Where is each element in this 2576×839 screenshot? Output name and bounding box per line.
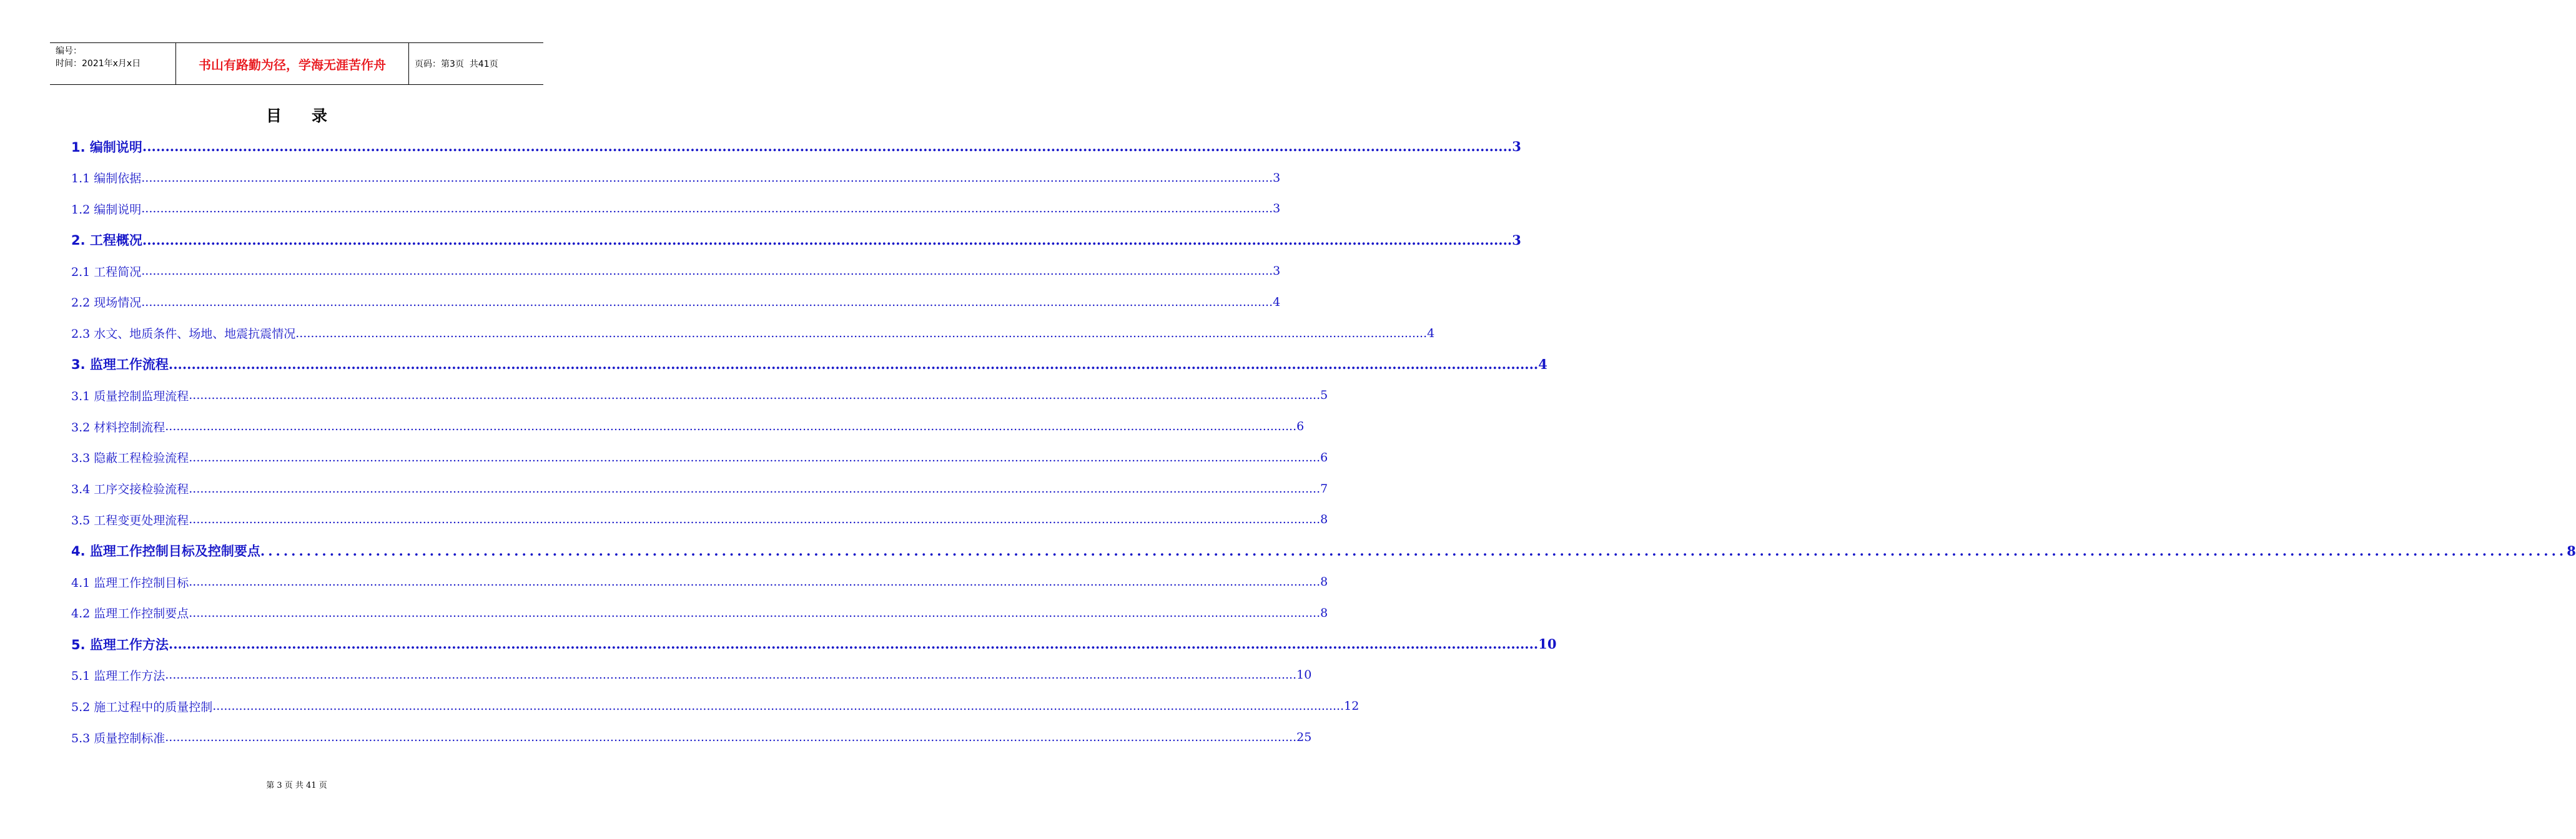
header-motto: 书山有路勤为径，学海无涯苦作舟 <box>176 43 409 84</box>
toc-entry[interactable] <box>71 318 1435 349</box>
toc-entry-page: 5 <box>1320 388 1328 403</box>
toc-entry-label: 3.5 工程变更处理流程 <box>71 513 189 527</box>
toc-entry-label: 3.2 材料控制流程 <box>71 420 165 434</box>
toc-dot-leader: ............................................................................................................................................................................................................................................................................................................ <box>165 419 1297 434</box>
toc-dot-leader: ............................................................................................................................................................................................................................................................................................................ <box>168 636 1539 652</box>
toc-entry-label: 1.1 编制依据 <box>71 172 142 186</box>
toc-entry-page: 3 <box>1273 202 1281 216</box>
toc-entry[interactable] <box>71 660 1312 691</box>
document-header <box>50 42 543 85</box>
header-number-label: 编号： <box>56 46 82 56</box>
toc-dot-leader: ............................................................................................................................................................................................................................................................................................................ <box>212 699 1345 714</box>
toc-entry-page: 8 <box>2567 542 2576 559</box>
toc-dot-leader: ............................................................................................................................................................................................................................................................................................................ <box>189 513 1321 527</box>
toc-entry-page: 10 <box>1538 636 1557 652</box>
toc-entry[interactable] <box>71 411 1305 442</box>
toc-entry-page: 3 <box>1512 139 1521 155</box>
toc-dot-leader: ............................................................................................................................................................................................................................................................................................................ <box>189 575 1321 589</box>
header-meta <box>50 43 176 84</box>
toc-entry-label: 4.2 监理工作控制要点 <box>71 607 189 621</box>
page-title: 目录 <box>265 107 357 125</box>
toc-entry-label: 5.2 施工过程中的质量控制 <box>71 700 213 714</box>
header-page-info-cell <box>409 43 543 84</box>
toc-entry-label: 2.2 现场情况 <box>71 296 142 310</box>
toc-entry-page: 3 <box>1512 232 1521 248</box>
toc-entry-page: 4 <box>1427 326 1435 340</box>
toc-entry-label: 5. 监理工作方法 <box>71 637 169 652</box>
toc-entry-page: 10 <box>1296 668 1312 682</box>
header-time-label: 时间：2021年x月x日 <box>56 59 141 69</box>
toc-entry-label: 3. 监理工作流程 <box>71 357 169 373</box>
toc-entry-label: 2.3 水文、地质条件、场地、地震抗震情况 <box>71 327 296 341</box>
toc-dot-leader: ............................................................................................................................................................................................................................................................................................................ <box>189 606 1321 620</box>
toc-entry-label: 3.4 工序交接检验流程 <box>71 483 189 497</box>
toc-entry[interactable] <box>71 473 1328 504</box>
toc-dot-leader: ............................................................................................................................................................................................................................................................................................................ <box>141 202 1273 216</box>
toc-entry[interactable] <box>71 690 1360 722</box>
toc-dot-leader: ............................................................................................................................................................................................................................................................................................................ <box>142 232 1513 248</box>
toc-dot-leader: ............................................................................................................................................................................................................................................................................................................ <box>168 356 1539 372</box>
toc-entry-page: 6 <box>1296 419 1305 434</box>
toc-entry-page: 8 <box>1320 606 1328 620</box>
toc-entry-page: 3 <box>1273 170 1281 185</box>
toc-entry-label: 3.3 隐蔽工程检验流程 <box>71 451 189 466</box>
toc-entry[interactable] <box>71 131 1521 162</box>
toc-dot-leader: ............................................................................................................................................................................................................................................................................................................ <box>189 450 1321 464</box>
toc-dot-leader: ............................................................................................................................................................................................................................................................................................................ <box>141 170 1273 185</box>
toc-entry-page: 25 <box>1296 730 1312 745</box>
toc-dot-leader: ............................................................................................................................................................................................................................................................................................................ <box>189 388 1321 403</box>
toc-entry-page: 3 <box>1273 264 1281 278</box>
toc-entry[interactable] <box>71 535 2576 566</box>
toc-dot-leader: ............................................................................................................................................................................................................................................................................................................ <box>165 730 1297 745</box>
toc-entry[interactable] <box>71 380 1328 411</box>
toc-entry[interactable] <box>71 504 1328 536</box>
toc-entry-label: 2.1 工程简况 <box>71 265 142 279</box>
toc-entry[interactable] <box>71 597 1328 629</box>
toc-entry-label: 2. 工程概况 <box>71 233 142 248</box>
toc-entry-page: 6 <box>1320 450 1328 464</box>
table-of-contents <box>71 131 2576 753</box>
toc-entry[interactable] <box>71 255 1281 287</box>
toc-entry-label: 4. 监理工作控制目标及控制要点 <box>71 544 260 559</box>
toc-entry-page: 8 <box>1320 575 1328 589</box>
toc-dot-leader: ............................................................................................................................................................................................................................................................................................................ <box>260 542 2567 559</box>
toc-entry[interactable] <box>71 162 1281 194</box>
toc-entry[interactable] <box>71 566 1328 597</box>
toc-dot-leader: ............................................................................................................................................................................................................................................................................................................ <box>189 481 1321 496</box>
toc-dot-leader: ............................................................................................................................................................................................................................................................................................................ <box>165 668 1297 682</box>
toc-entry-label: 5.3 质量控制标准 <box>71 731 165 745</box>
toc-entry[interactable] <box>71 194 1281 225</box>
toc-entry-label: 3.1 质量控制监理流程 <box>71 389 189 403</box>
toc-dot-leader: ............................................................................................................................................................................................................................................................................................................ <box>141 264 1273 278</box>
header-page-info: 页码：第3页 共41页 <box>415 59 498 69</box>
toc-entry-label: 1.2 编制说明 <box>71 202 142 217</box>
toc-entry[interactable] <box>71 722 1312 753</box>
toc-entry[interactable] <box>71 629 1557 660</box>
toc-entry-page: 7 <box>1320 481 1328 496</box>
toc-entry[interactable] <box>71 287 1281 318</box>
toc-entry[interactable] <box>71 442 1328 473</box>
toc-entry-page: 4 <box>1538 356 1547 372</box>
toc-entry-label: 4.1 监理工作控制目标 <box>71 576 189 590</box>
toc-dot-leader: ............................................................................................................................................................................................................................................................................................................ <box>142 139 1513 155</box>
toc-dot-leader: ............................................................................................................................................................................................................................................................................................................ <box>295 326 1428 340</box>
toc-entry-label: 5.1 监理工作方法 <box>71 669 165 683</box>
toc-entry[interactable] <box>71 349 1547 380</box>
toc-dot-leader: ............................................................................................................................................................................................................................................................................................................ <box>141 295 1273 309</box>
toc-entry[interactable] <box>71 224 1521 255</box>
toc-entry-page: 8 <box>1320 513 1328 527</box>
toc-entry-page: 12 <box>1344 699 1360 714</box>
page-footer: 第 3 页 共 41 页 <box>266 781 327 790</box>
toc-entry-page: 4 <box>1273 295 1281 309</box>
toc-entry-label: 1. 编制说明 <box>71 139 142 155</box>
